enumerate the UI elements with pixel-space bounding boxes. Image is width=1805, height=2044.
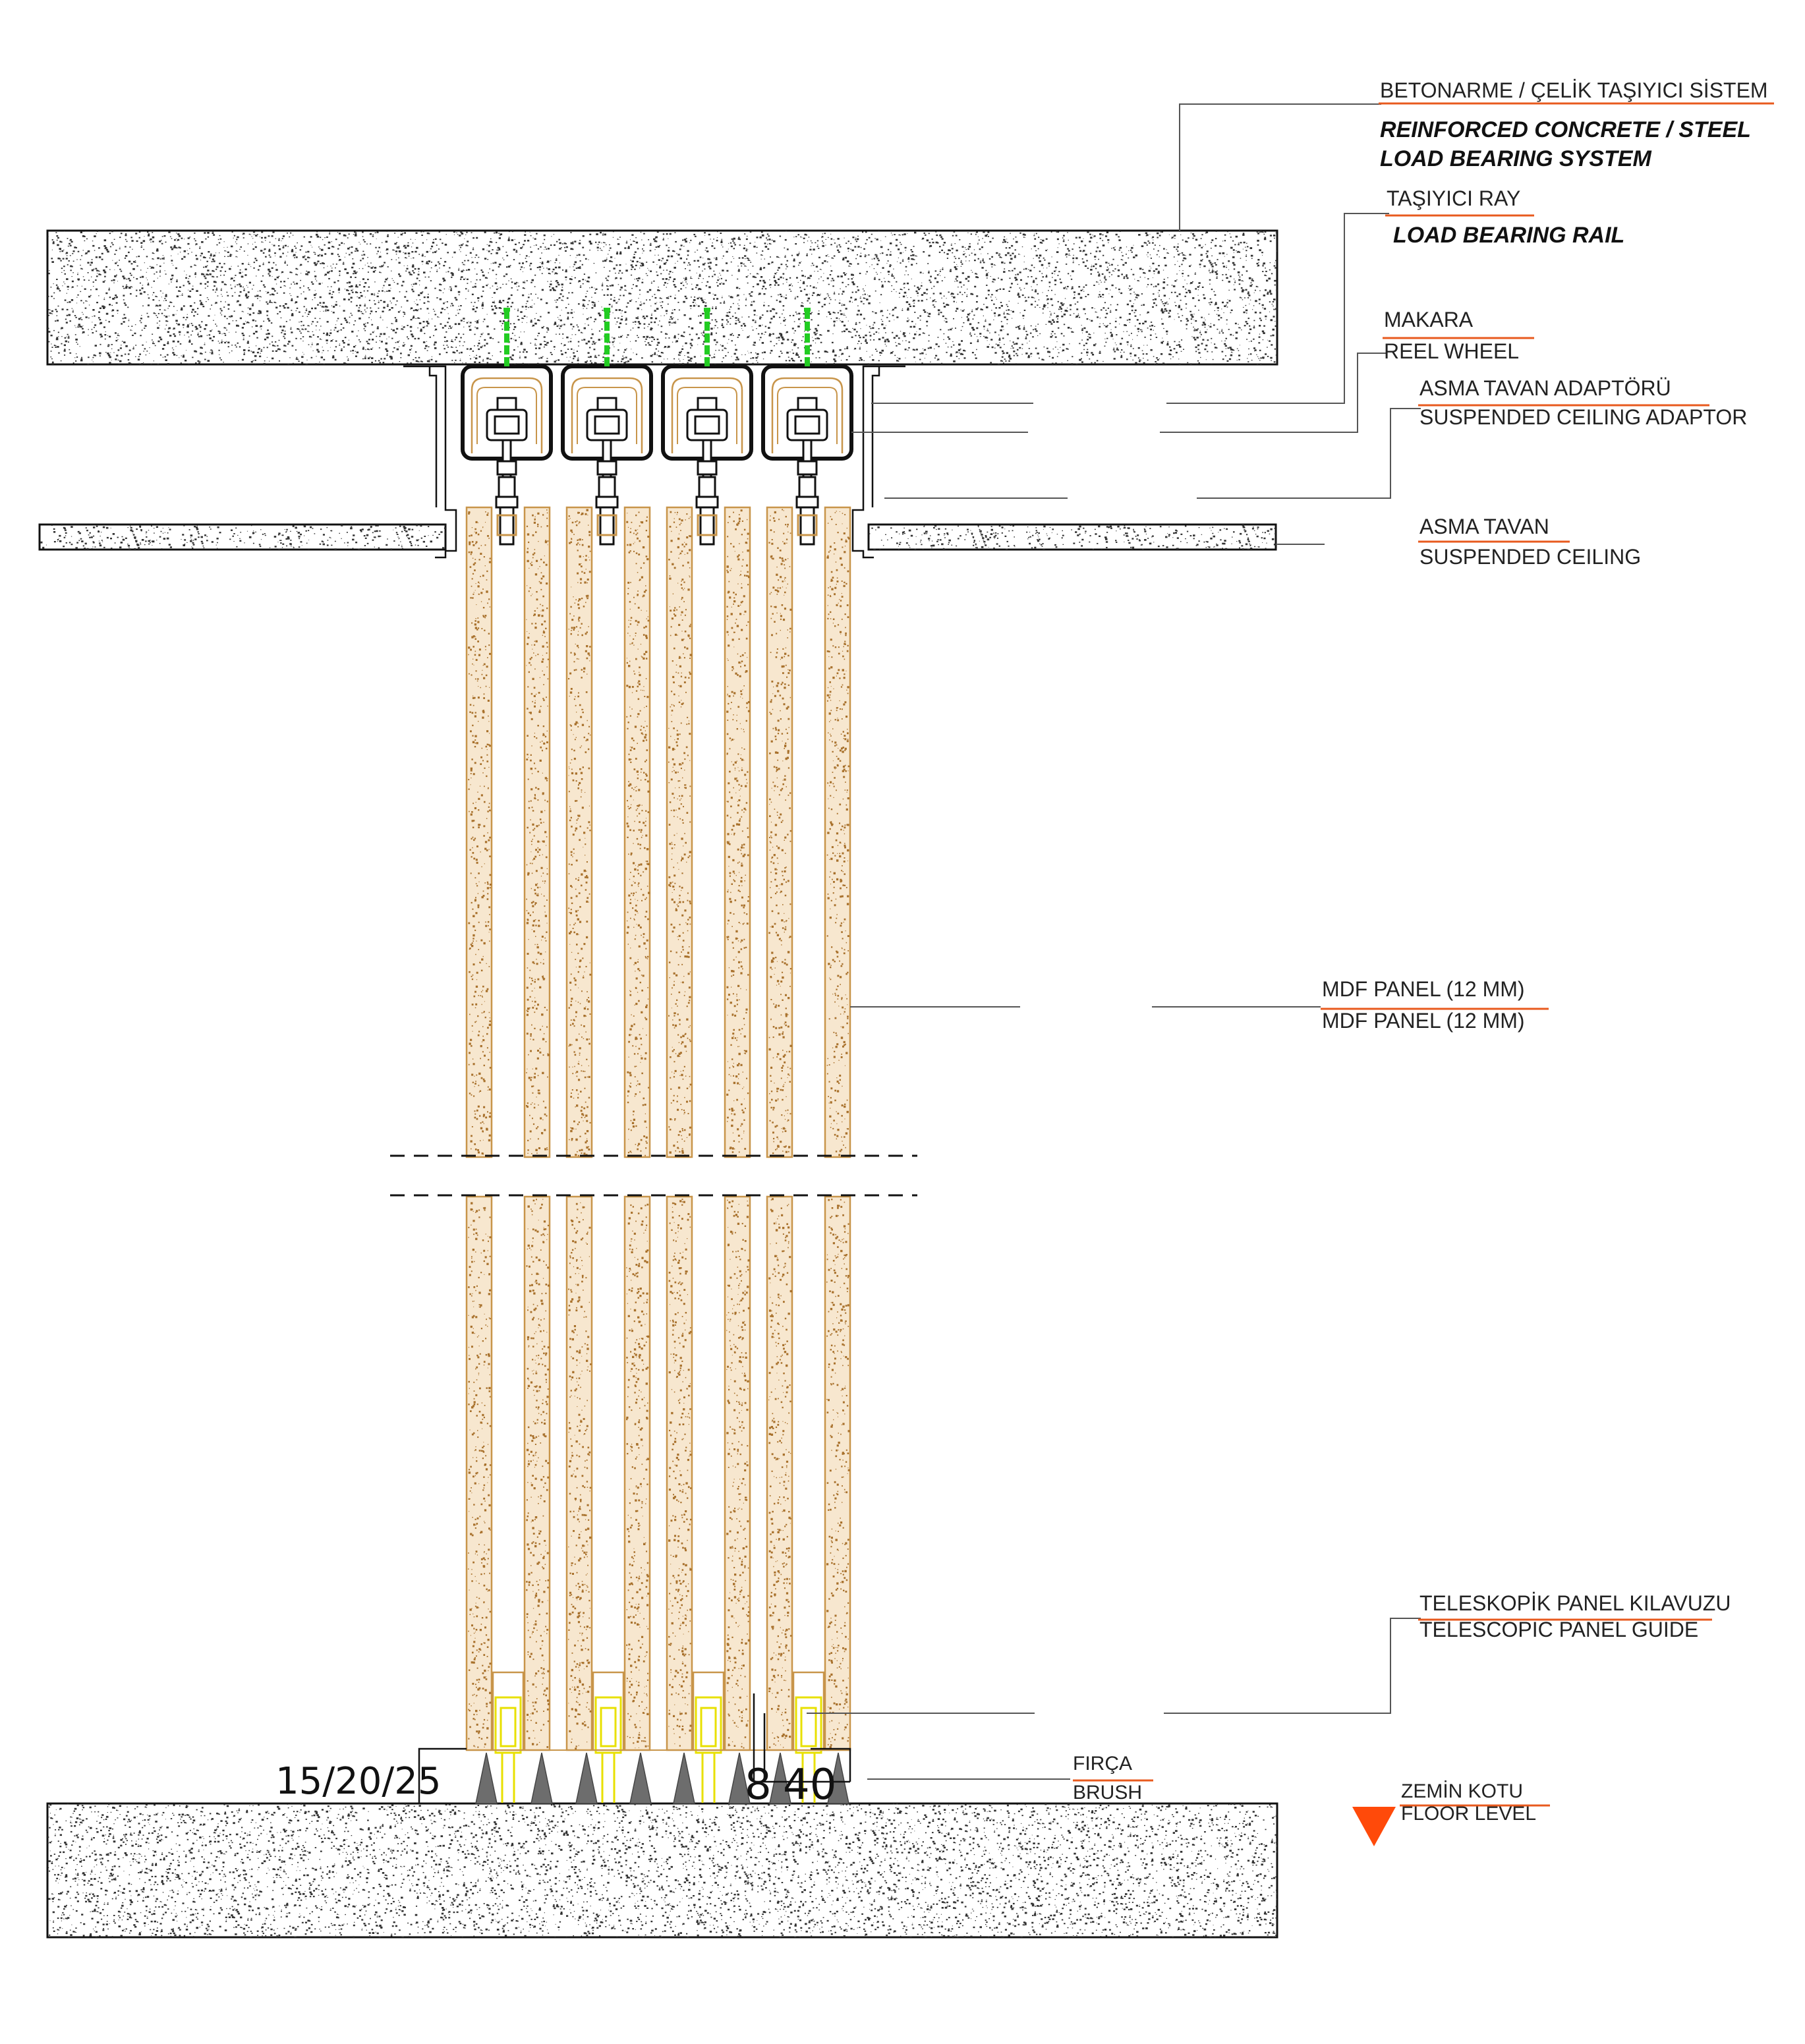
dimension-gap-label: 15/20/25 [275,1760,442,1803]
suspended-ceiling-right [869,525,1276,551]
brush-bristle-4 [630,1753,651,1803]
label-brush-en: BRUSH [1073,1782,1143,1803]
label-mdf-en: MDF PANEL (12 MM) [1322,1009,1525,1033]
label-rail-tr: TAŞIYICI RAY [1387,186,1521,210]
label-adaptor-en: SUSPENDED CEILING ADAPTOR [1419,405,1748,429]
label-ceiling-en: SUSPENDED CEILING [1419,545,1642,569]
reel-wheel-2 [587,398,627,544]
dimension-gap-right-a: 8 [745,1761,772,1809]
label-mdf-tr: MDF PANEL (12 MM) [1322,977,1525,1001]
dimension-gap-right-b: 40 [783,1761,837,1809]
break-lines [390,1156,917,1195]
label-guide-tr: TELESKOPİK PANEL KILAVUZU [1419,1591,1731,1615]
label-wheel-tr: MAKARA [1384,308,1474,331]
label-load-system-tr: BETONARME / ÇELİK TAŞIYICI SİSTEM [1380,78,1768,102]
brush-bristle-5 [673,1753,695,1803]
label-brush-tr: FIRÇA [1073,1753,1132,1774]
label-adaptor-tr: ASMA TAVAN ADAPTÖRÜ [1419,376,1671,400]
reel-wheel-1 [487,398,527,544]
concrete-slab-floor [47,1803,1279,1939]
label-guide-en: TELESCOPIC PANEL GUIDE [1419,1618,1699,1641]
label-rail-en: LOAD BEARING RAIL [1393,223,1625,248]
label-load-system-en-1: REINFORCED CONCRETE / STEEL [1380,117,1751,142]
reel-wheel-3 [687,398,727,544]
floor-level-icon [1352,1807,1396,1846]
suspended-ceiling-left [40,525,446,551]
label-floor-en: FLOOR LEVEL [1401,1803,1537,1825]
brush-bristle-2 [531,1753,552,1803]
label-floor-tr: ZEMİN KOTU [1401,1780,1523,1802]
brush-bristle-3 [576,1753,597,1803]
reel-wheel-4 [788,398,827,544]
label-load-system-en-2: LOAD BEARING SYSTEM [1380,146,1651,171]
label-wheel-en: REEL WHEEL [1384,339,1520,363]
concrete-slab-top [47,231,1278,366]
label-ceiling-tr: ASMA TAVAN [1419,515,1549,538]
brush-bristle-1 [476,1753,497,1803]
